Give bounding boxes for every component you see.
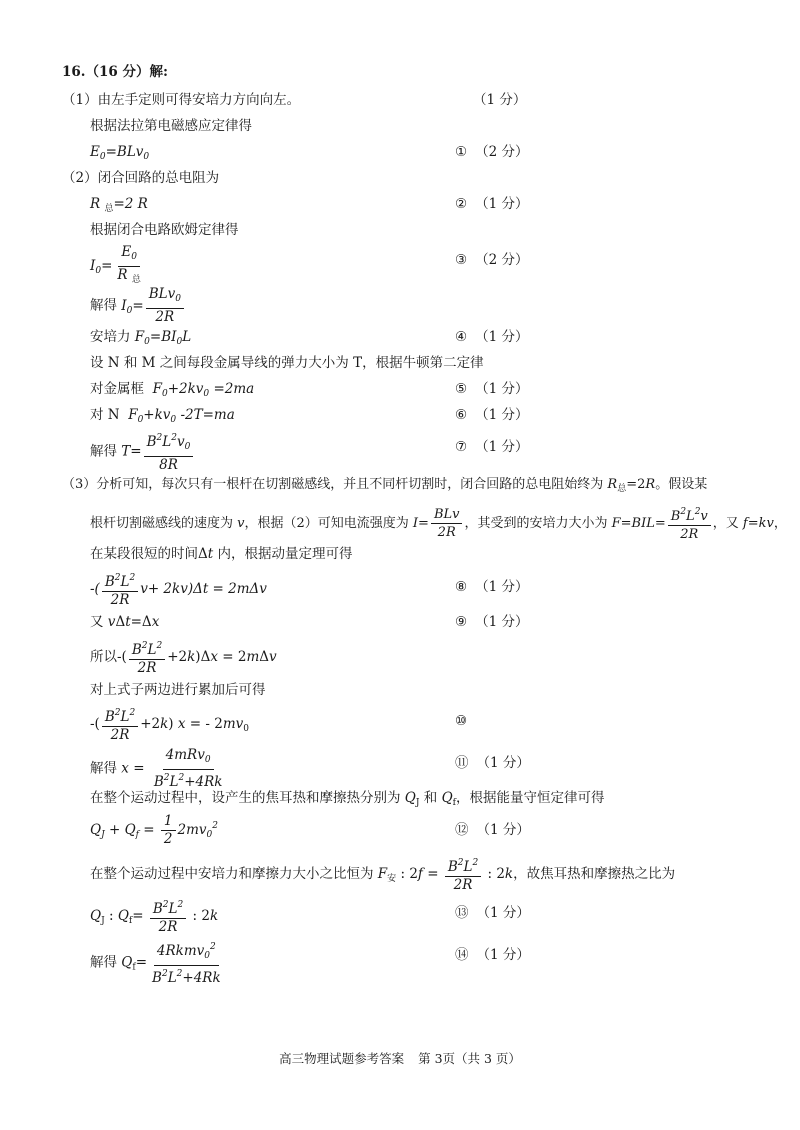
part3-eq-qf: 解得 $Q_f=$ $\frac{4Rkmv_0^2}{B^2L^2+4Rk}$ <box>90 939 226 987</box>
part3-line7: 对上式子两边进行累加后可得 <box>90 682 266 698</box>
part2-eq-n-mark <box>455 405 529 425</box>
part3-eq-sum: -( $\frac{B^2L^2}{2R}$ +2k) x = - $2mv_0$ <box>90 705 249 744</box>
part3-eq-ratio: $Q_J$ : $Q_f=$ $\frac{B^2L^2}{2R}$ : 2k <box>90 897 218 936</box>
part2-eq-resistance-mark <box>455 194 529 214</box>
part3-line10: 在整个运动过程中，设产生的焦耳热和摩擦热分别为 $Q_J$ 和 $Q_f$，根据能量守恒定律可得 <box>90 790 605 808</box>
part2-line7: 设 N 和 M 之间每段金属导线的弹力大小为 T，根据牛顿第二定律 <box>90 355 484 371</box>
part2-eq-force-mark <box>455 327 529 347</box>
part3-eq-dx: 又 vΔt=Δx <box>90 614 160 630</box>
part3-eq-sum-mark <box>455 711 467 731</box>
part3-eq-momentum-mark <box>455 577 529 597</box>
part2-eq-tension: 解得 T= $\frac{B^2L^2v_0}{8R}$ <box>90 430 195 474</box>
part1-eq-emf: $E_0=BLv_0$ <box>90 144 150 162</box>
score: （1 分） <box>475 381 529 397</box>
score: （1 分） <box>476 822 530 838</box>
page-footer <box>0 1049 800 1069</box>
part1-line2: 根据法拉第电磁感应定律得 <box>90 118 252 134</box>
score: （2 分） <box>475 144 529 160</box>
eq-number: ⑭ <box>455 947 469 963</box>
part2-eq-current-mark <box>455 250 529 270</box>
score: （1 分） <box>475 407 529 423</box>
part3-eq-x-mark <box>455 753 530 773</box>
part2-eq-current-solved: 解得 $I_0=$ $\frac{BLv_0}{2R}$ <box>90 286 186 326</box>
eq-number: ⑬ <box>455 905 469 921</box>
eq-number: ⑦ <box>455 439 468 455</box>
eq-number: ⑫ <box>455 822 469 838</box>
footer-title: 高三物理试题参考答案 <box>279 1051 405 1066</box>
eq-number: ⑧ <box>455 579 468 595</box>
footer-page-number: 第 3页（共 3 页） <box>418 1051 521 1066</box>
part2-eq-frame-mark <box>455 379 529 399</box>
part2-eq-current: $I_0=$ $\frac{E_0}{R _总}$ <box>90 244 141 285</box>
part3-line12: 在整个运动过程中安培力和摩擦力大小之比恒为 $F_安$ : 2f = $\frac{B^2L^2}{2R}$ : 2k，故焦耳热和摩擦热之比为 <box>90 855 675 894</box>
part3-line3: 在某段很短的时间Δt 内，根据动量定理可得 <box>90 546 353 562</box>
eq-number: ④ <box>455 329 468 345</box>
question-header: 16.（16 分）解: <box>62 64 168 80</box>
eq-number: ⑩ <box>455 713 468 729</box>
part2-eq-force: 安培力 $F_0=BI_0L$ <box>90 329 192 347</box>
score: （1 分） <box>475 614 529 630</box>
part3-eq-energy: $Q_J + Q_f$ = $\frac{1}{2}$ $2mv_0^2$ <box>90 813 218 847</box>
part3-eq-dx-mark <box>455 612 529 632</box>
score: （1 分） <box>475 329 529 345</box>
part2-line1: （2）闭合回路的总电阻为 <box>62 170 220 186</box>
part3-eq-qf-mark <box>455 945 530 965</box>
eq-number: ⑨ <box>455 614 468 630</box>
eq-number: ⑤ <box>455 381 468 397</box>
part1-line1-score: （1 分） <box>473 92 527 108</box>
part3-line2: 根杆切割磁感线的速度为 v，根据（2）可知电流强度为 I= $\frac{\text{BLv}}{2R}$ ，其受到的安培力大小为 F=BIL= $\frac{B^2L^2v}{2R}$ ，又 f=kv， <box>90 504 787 543</box>
part3-eq-x: 解得 x = $\frac{4mRv_0}{B^2L^2+4Rk}$ <box>90 747 223 790</box>
score: （1 分） <box>475 196 529 212</box>
part3-eq-energy-mark <box>455 820 530 840</box>
part3-eq-momentum: -( $\frac{B^2L^2}{2R}$ v+ 2kv)Δt = 2mΔv <box>90 570 267 609</box>
score: （1 分） <box>476 905 530 921</box>
eq-number: ③ <box>455 252 468 268</box>
score: （1 分） <box>475 579 529 595</box>
part3-eq-ratio-mark <box>455 903 530 923</box>
eq-number: ⑪ <box>455 755 469 771</box>
part1-eq-emf-mark <box>455 142 529 162</box>
part2-eq-n: 对 N $F_0+kv_0$ -2T=ma <box>90 407 235 425</box>
score: （2 分） <box>475 252 529 268</box>
part2-eq-resistance: R $_总$=2 R <box>90 196 148 214</box>
eq-number: ① <box>455 144 468 160</box>
part2-eq-frame: 对金属框 $F_0+2kv_0 =2ma$ <box>90 381 255 399</box>
eq-number: ⑥ <box>455 407 468 423</box>
eq-number: ② <box>455 196 468 212</box>
part3-line1: （3）分析可知，每次只有一根杆在切割磁感线，并且不同杆切割时，闭合回路的总电阻始终为 $R_总=2R$。假设某 <box>62 477 708 494</box>
part1-line1: （1）由左手定则可得安培力方向向左。 <box>62 92 301 108</box>
score: （1 分） <box>475 439 529 455</box>
score: （1 分） <box>476 755 530 771</box>
part3-eq-sub: 所以-( $\frac{B^2L^2}{2R}$ +2k)Δx = 2mΔv <box>90 638 277 677</box>
score: （1 分） <box>476 947 530 963</box>
part2-line3: 根据闭合电路欧姆定律得 <box>90 222 239 238</box>
part2-eq-tension-mark <box>455 437 529 457</box>
